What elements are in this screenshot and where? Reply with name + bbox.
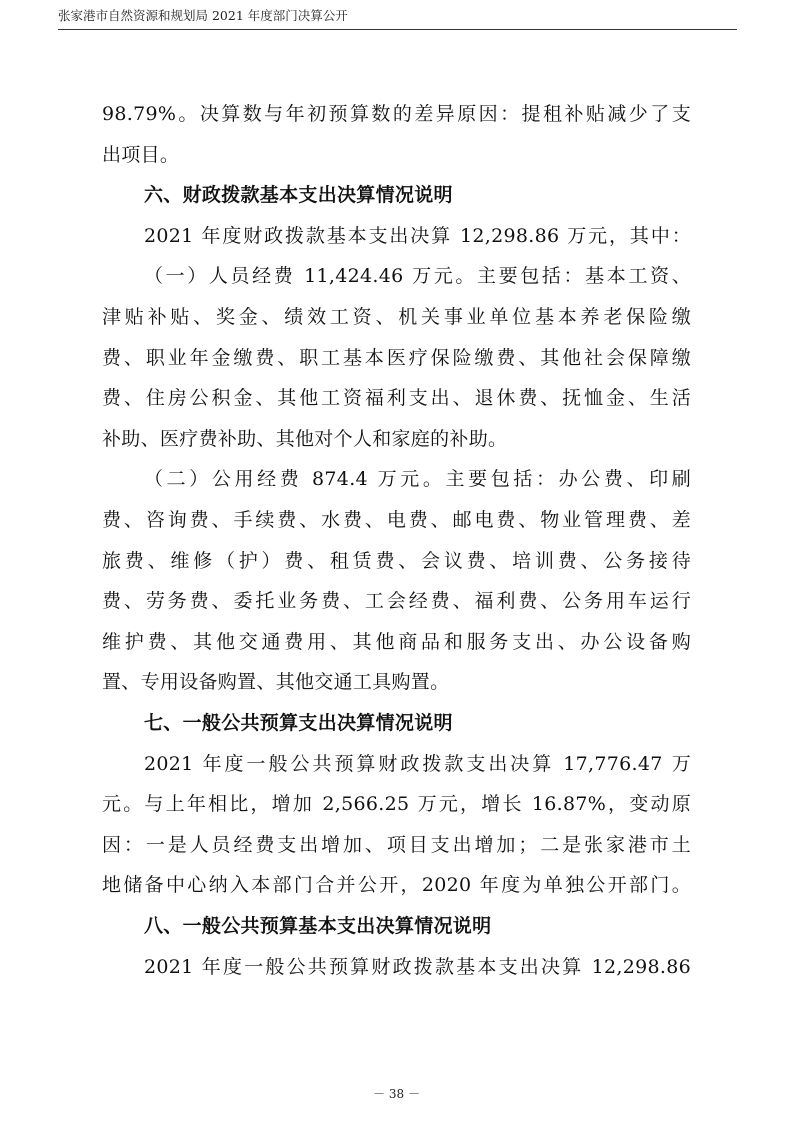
section-heading: 八、一般公共预算基本支出决算情况说明 — [144, 915, 492, 937]
paragraph-line: 补助、医疗费补助、其他对个人和家庭的补助。 — [102, 428, 508, 450]
paragraph-line: 因：一是人员经费支出增加、项目支出增加；二是张家港市土 — [102, 834, 691, 856]
paragraph-line: （二）公用经费 874.4 万元。主要包括：办公费、印刷 — [144, 468, 691, 490]
paragraph-line: 2021 年度一般公共预算财政拨款基本支出决算 12,298.86 — [144, 956, 691, 978]
paragraph-line: 费、住房公积金、其他工资福利支出、退休费、抚恤金、生活 — [102, 387, 691, 409]
paragraph-line: 维护费、其他交通费用、其他商品和服务支出、办公设备购 — [102, 631, 691, 653]
paragraph-line: 出项目。 — [102, 144, 180, 166]
section-heading: 七、一般公共预算支出决算情况说明 — [144, 712, 453, 734]
paragraph-line: 98.79%。决算数与年初预算数的差异原因：提租补贴减少了支 — [102, 103, 691, 125]
paragraph-line: 元。与上年相比，增加 2,566.25 万元，增长 16.87%，变动原 — [102, 793, 691, 815]
header-divider — [58, 29, 737, 30]
paragraph-line: 2021 年度财政拨款基本支出决算 12,298.86 万元，其中： — [144, 225, 691, 247]
paragraph-line: 2021 年度一般公共预算财政拨款支出决算 17,776.47 万 — [144, 753, 691, 775]
paragraph-line: 旅费、维修（护）费、租赁费、会议费、培训费、公务接待 — [102, 550, 691, 572]
paragraph-line: 费、职业年金缴费、职工基本医疗保险缴费、其他社会保障缴 — [102, 347, 691, 369]
paragraph-line: 津贴补贴、奖金、绩效工资、机关事业单位基本养老保险缴 — [102, 306, 691, 328]
paragraph-line: 置、专用设备购置、其他交通工具购置。 — [102, 671, 450, 693]
page-number: － 38 － — [373, 1087, 420, 1101]
paragraph-line: （一）人员经费 11,424.46 万元。主要包括：基本工资、 — [144, 265, 691, 287]
paragraph-line: 地储备中心纳入本部门合并公开，2020 年度为单独公开部门。 — [102, 874, 691, 896]
paragraph-line: 费、咨询费、手续费、水费、电费、邮电费、物业管理费、差 — [102, 509, 691, 531]
section-heading: 六、财政拨款基本支出决算情况说明 — [144, 184, 453, 206]
page-header-title: 张家港市自然资源和规划局 2021 年度部门决算公开 — [58, 8, 348, 23]
paragraph-line: 费、劳务费、委托业务费、工会经费、福利费、公务用车运行 — [102, 590, 691, 612]
